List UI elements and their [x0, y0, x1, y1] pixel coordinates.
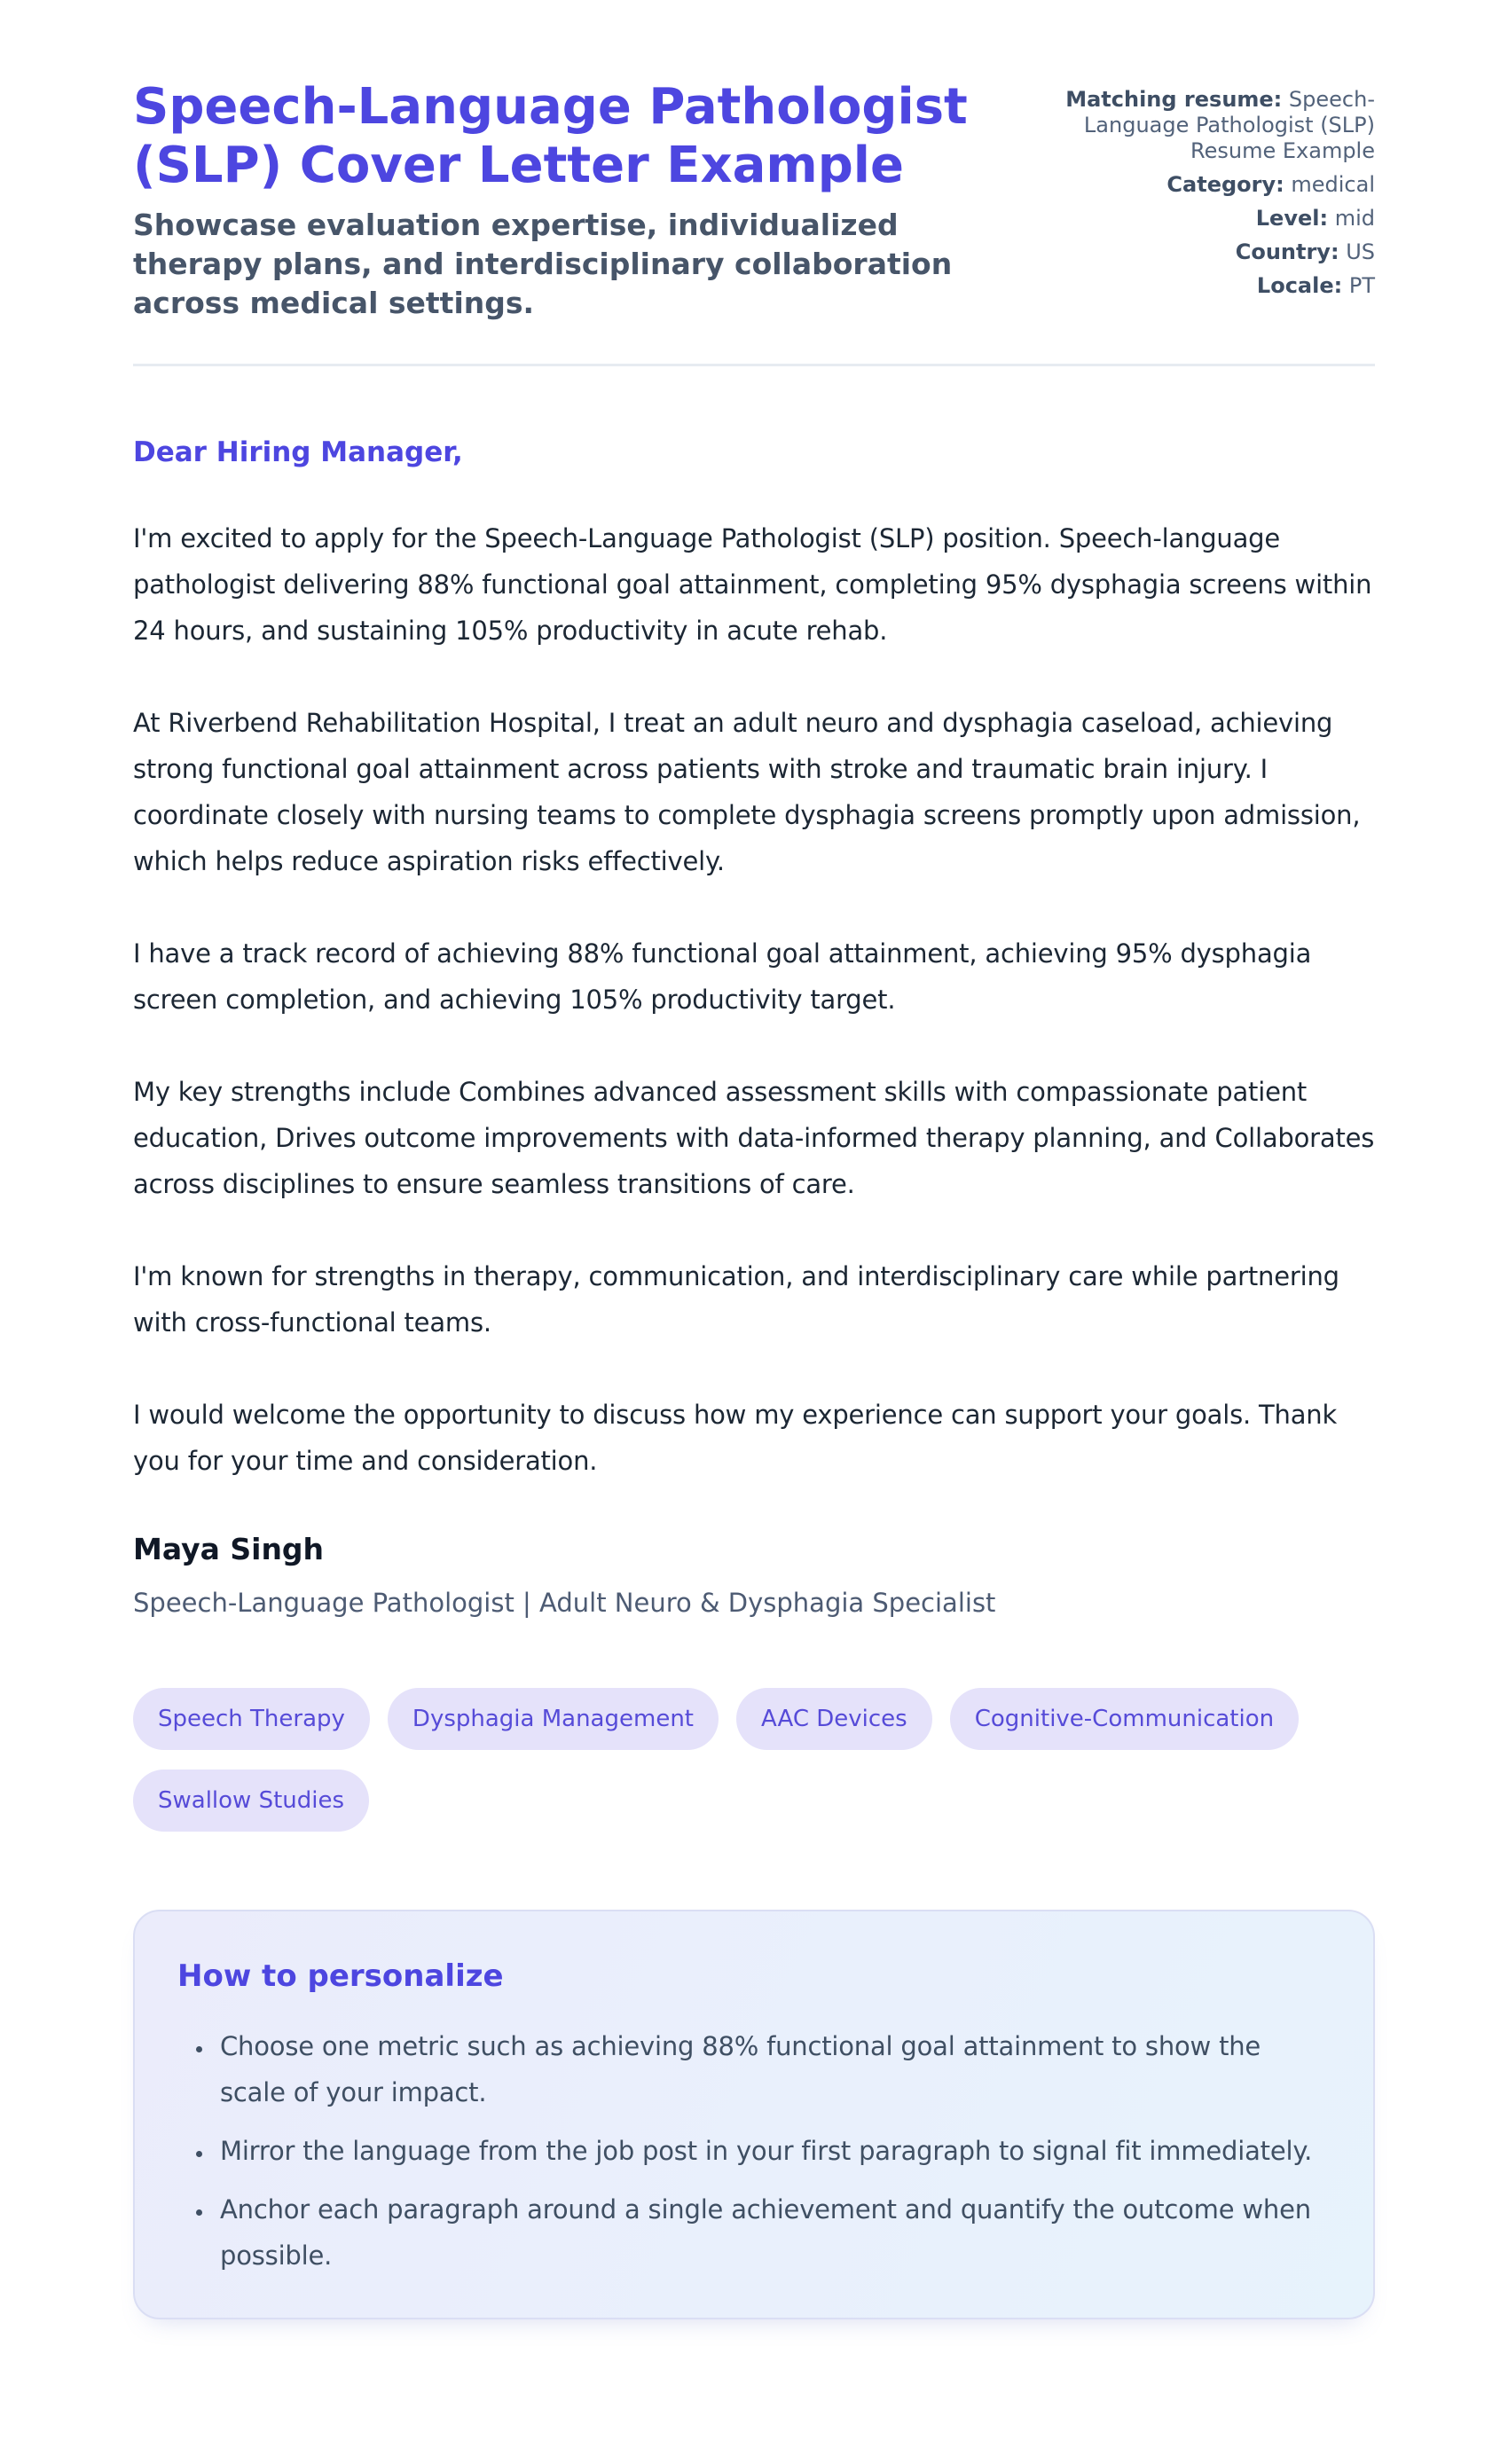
page-header [133, 0, 1375, 366]
meta-value: Speech-Language Pathologist (SLP) Resume Example [1083, 87, 1375, 163]
page-subtitle: Showcase evaluation expertise, individualized therapy plans, and interdisciplinary collaboration across medical settings. [133, 208, 953, 320]
signature-name: Maya Singh [133, 1532, 325, 1566]
salutation: Dear Hiring Manager, [133, 436, 463, 468]
letter-paragraph: I have a track record of achieving 88% functional goal attainment, achieving 95% dysphagia screen completion, and achieving 105% productivity target. [133, 938, 1312, 1015]
meta-label: Category: [1166, 172, 1284, 197]
meta-value: mid [1334, 206, 1375, 231]
page-container [133, 0, 1375, 2405]
skill-tag-cognitive-communication: Cognitive-Communication [950, 1688, 1299, 1750]
header-title-block [133, 78, 985, 323]
resume-meta-panel [994, 78, 1375, 307]
letter-paragraph: My key strengths include Combines advanced assessment skills with compassionate patient education, Drives outcome improvements with data-informed therapy planning, and Collaborates across disciplines to ensure seamless transitions of care. [133, 1077, 1375, 1199]
letter-paragraph: At Riverbend Rehabilitation Hospital, I treat an adult neuro and dysphagia caseload, achieving strong functional goal attainment across patients with stroke and traumatic brain injury. I coordinate closely with nursing teams to complete dysphagia screens promptly upon admission, which helps reduce aspiration risks effectively. [133, 708, 1361, 876]
letter-paragraph: I'm excited to apply for the Speech-Language Pathologist (SLP) position. Speech-language pathologist delivering 88% functional goal attainment, completing 95% dysphagia screens within 24 hours, and sustaining 105% productivity in acute rehab. [133, 523, 1372, 646]
skill-tag-swallow-studies: Swallow Studies [133, 1770, 369, 1832]
meta-row-level [994, 206, 1375, 231]
skill-tag-speech-therapy: Speech Therapy [133, 1688, 370, 1750]
meta-row-category [994, 172, 1375, 198]
letter-paragraph: I'm known for strengths in therapy, communication, and interdisciplinary care while partnering with cross-functional teams. [133, 1261, 1339, 1338]
tips-list [177, 2023, 1323, 2279]
tip-item: • Mirror the language from the job post in your first paragraph to signal fit immediately. [215, 2128, 1323, 2174]
meta-label: Locale: [1256, 273, 1343, 298]
skill-tag-aac-devices: AAC Devices [736, 1688, 932, 1750]
tips-title: How to personalize [177, 1958, 504, 1994]
personalize-tips-card [133, 1910, 1375, 2319]
meta-label: Matching resume: [1065, 87, 1283, 112]
meta-value: PT [1348, 273, 1375, 298]
signature-block [133, 1530, 1375, 1620]
meta-value: medical [1291, 172, 1375, 197]
cover-letter-body [133, 366, 1375, 1832]
skill-tag-dysphagia-management: Dysphagia Management [388, 1688, 719, 1750]
tip-item: • Anchor each paragraph around a single achievement and quantify the outcome when possible. [215, 2186, 1323, 2279]
meta-row-country [994, 239, 1375, 265]
signature-role: Speech-Language Pathologist | Adult Neuro & Dysphagia Specialist [133, 1588, 996, 1618]
meta-value: US [1346, 239, 1375, 264]
skill-tags [133, 1688, 1375, 1832]
meta-label: Country: [1235, 239, 1339, 264]
meta-label: Level: [1255, 206, 1329, 231]
meta-row-matching-resume [994, 87, 1375, 164]
meta-row-locale [994, 273, 1375, 299]
letter-paragraph: I would welcome the opportunity to discuss how my experience can support your goals. Thank you for your time and consideration. [133, 1400, 1338, 1476]
page-title: Speech-Language Pathologist (SLP) Cover Letter Example [133, 78, 968, 194]
tip-item: • Choose one metric such as achieving 88% functional goal attainment to show the scale of your impact. [215, 2023, 1323, 2115]
